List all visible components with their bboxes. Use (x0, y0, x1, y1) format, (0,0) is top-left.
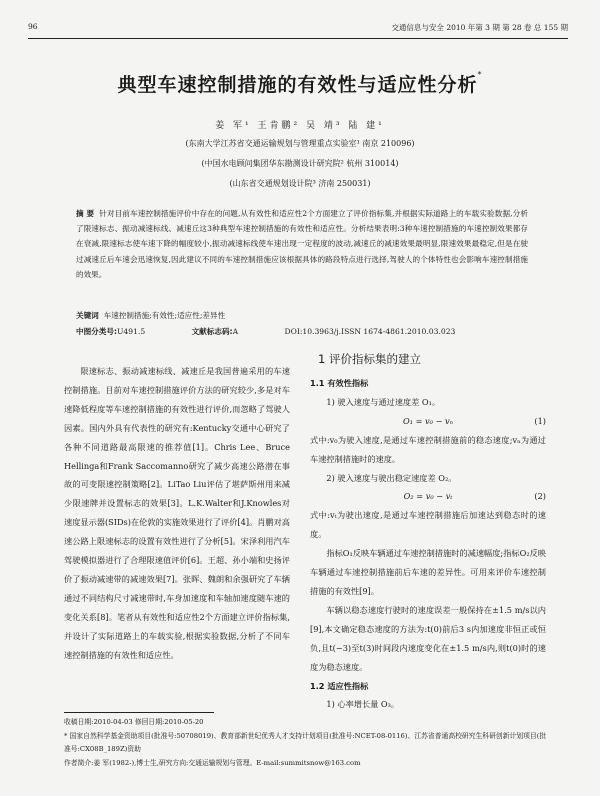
formula-2 (310, 487, 546, 506)
formula-1-number: (1) (534, 415, 546, 426)
formula-1-expr: O₁ = v₀ − vₙ (403, 415, 453, 426)
title-text: 典型车速控制措施的有效性与适应性分析 (117, 74, 478, 96)
left-column (64, 362, 290, 665)
footnote-rule (64, 712, 214, 713)
formula-2-expr: O₂ = v₀ − vₜ (403, 491, 453, 502)
abstract (76, 206, 528, 282)
journal-info: 交通信息与安全 2010 年第 3 期 第 28 卷 总 155 期 (391, 23, 568, 32)
item-3: 1) 心率增长量 O₃。 (326, 699, 400, 710)
paragraph-4: 车辆以稳态速度行驶时的速度误差一般保持在±1.5 m/s以内[9],本文确定稳态速度的方法为:t(0)前后3 s内加速度非恒正或恒负,且t(−3)至t(3)时间段内速度变化在±1.5 m/s内,则t(0)时的速度为稳态速度。 (310, 604, 546, 672)
subsection-1-title: 1.1 有效性指标 (310, 378, 369, 388)
footnote-dates: 收稿日期:2010-04-03 修回日期:2010-05-20 (64, 718, 204, 726)
keywords (76, 310, 528, 321)
paragraph-2: 式中:vₜ为驶出速度,是通过车速控制措施后加速达到稳态时的速度。 (310, 510, 546, 540)
formula-1 (310, 412, 546, 431)
affiliation-1: (东南大学江苏省交通运输规划与管理重点实验室¹ 南京 210096) (185, 139, 415, 148)
item-1: 1) 驶入速度与通过速度差 O₁。 (326, 396, 441, 407)
page-header (28, 22, 568, 38)
footnote-author-bio: 作者简介:姜 军(1982-),博士生,研究方向:交通运输规划与管理。E-mail:summitsnow@163.com (64, 759, 361, 767)
paper-title (0, 70, 600, 97)
subsection-2-title: 1.2 适应性指标 (310, 680, 369, 691)
title-footnote-mark: * (477, 70, 483, 79)
doc-code-label: 文献标志码: (191, 327, 233, 336)
header-rule (28, 38, 568, 39)
doc-code-value: A (232, 327, 239, 336)
intro-paragraph: 限速标志、振动减速标线、减速丘是我国普遍采用的车速控制措施。目前对车速控制措施评价方法的研究较少,多是对车速降低程度等车速控制措施的有效性进行评价,而忽略了驾驶人因素。国内外具有代表性的研究有:Kentucky交通中心研究了各种不同道路最高限速的推荐值[1]。Chris Lee、Bruce Hellinga和Frank Saccomanno研究了减少高速公路潜在事故的可变限速控制策略[2]。LiTao Liu评估了堪萨斯州用来减少限速牌并设置标志的效果[3]。L.K.Walter和J.Knowles对速度显示器(SIDs)在伦敦的实施效果进行了评价[4]。肖鹏对高速公路上限速标志的设置有效性进行了分析[5]。宋泽利用汽车驾驶模拟器进行了合理限速值评价[6]。王超、孙小端和史扬评价了振动减速带的减速效果[7]。张晖、魏朗和余强研究了车辆通过不同结构尺寸减速带时,车身加速度和车轴加速度随车速的变化关系[8]。笔者从有效性和适应性2个方面建立评价指标集,并设计了实际道路上的车载实验,根据实验数据,分析了不同车速控制措施的有效性和适应性。 (64, 366, 290, 660)
affiliation-3: (山东省交通规划设计院³ 济南 250031) (229, 179, 371, 188)
page-number: 96 (28, 22, 38, 31)
clc-value: U491.5 (117, 327, 146, 336)
abstract-text: 针对目前车速控制措施评价中存在的问题,从有效性和适应性2个方面建立了评价指标集,并根据实际道路上的车载实验数据,分析了限速标志、振动减速标线、减速丘这3种典型车速控制措施的有效性和适应性。分析结果表明:3种车速控制措施的车速控制效果都存在衰减,限速标志使车速下降的幅度较小,振动减速标线使车速出现一定程度的波动,减速丘的减速效果最明显,限速效果最稳定,但是在驶过减速丘后车速会迅速恢复,因此建议不同的车速控制措施应该根据具体的路段特点进行选择,驾驶人的个体特性也会影响车速控制措施的效果。 (76, 209, 528, 279)
paragraph-3: 指标O₁反映车辆通过车速控制措施时的减速幅度;指标O₂反映车辆通过车速控制措施前后车速的差异性。可用来评价车速控制措施的有效性[9]。 (310, 548, 546, 596)
right-column (310, 346, 546, 714)
paragraph-1: 式中:v₀为驶入速度,是通过车速控制措施前的稳态速度;vₙ为通过车速控制措施时的速度。 (310, 434, 546, 464)
classification-line (76, 326, 536, 337)
keywords-text: 车速控制措施;有效性;适应性;差异性 (103, 311, 226, 320)
keywords-label: 关键词 (76, 311, 99, 320)
clc-label: 中图分类号: (76, 327, 118, 336)
authors: 姜 军¹ 王肯鹏² 吴 靖³ 陆 建¹ (215, 121, 385, 131)
abstract-label: 摘 要 (76, 209, 95, 218)
section-title: 1 评价指标集的建立 (318, 352, 421, 366)
footnote-fund: * 国家自然科学基金资助项目(批准号:50708019)、教育部新世纪优秀人才支持计划项目(批准号:NCET-08-0116)、江苏省普通高校研究生科研创新计划项目(批准号:CX08B_189Z)资助 (64, 732, 547, 753)
formula-2-number: (2) (534, 491, 546, 502)
affiliation-2: (中国水电顾问集团华东勘测设计研究院² 杭州 310014) (201, 159, 399, 168)
doi: DOI:10.3963/j.ISSN 1674-4861.2010.03.023 (284, 327, 456, 336)
item-2: 2) 驶入速度与驶出稳定速度差 O₂。 (326, 472, 457, 483)
